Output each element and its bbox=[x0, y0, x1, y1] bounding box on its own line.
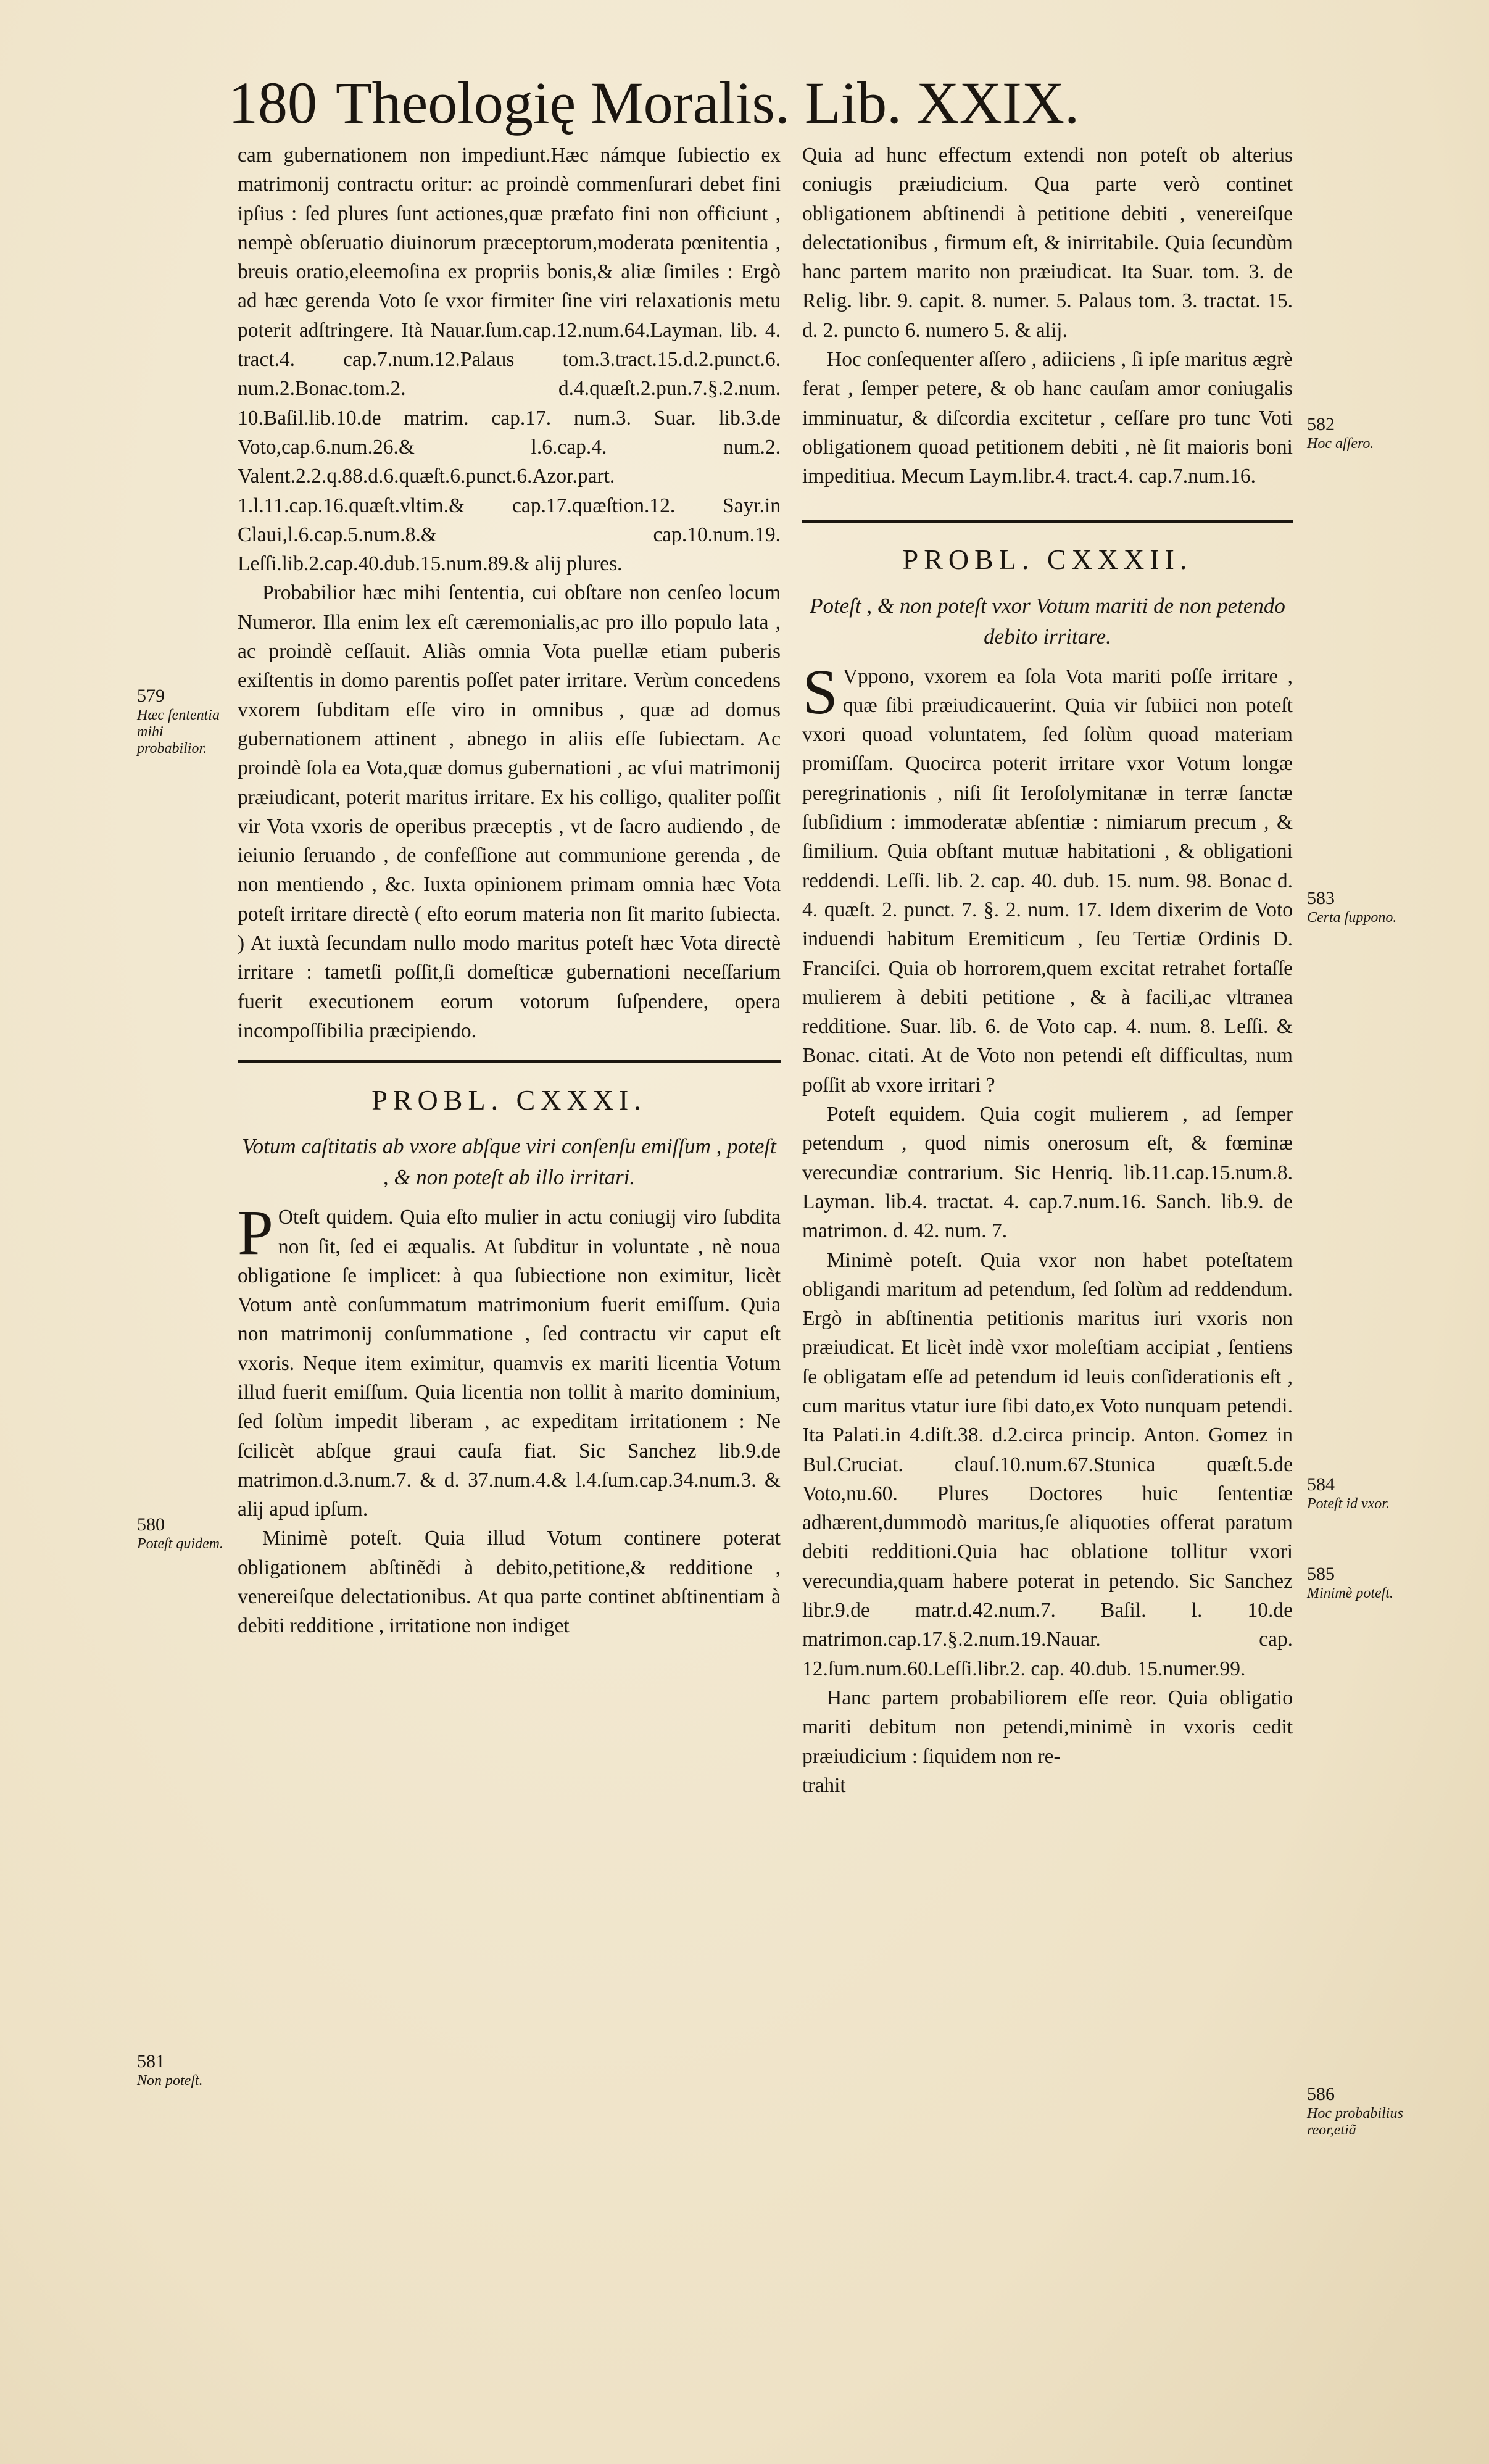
problem-heading: PROBL. CXXXI. bbox=[371, 1084, 647, 1116]
paragraph bbox=[238, 1197, 781, 1524]
paragraph-text: Vppono, vxorem ea ſola Vota mariti poſſe irritare , quæ ſibi præiudicauerint. Quia vir ſubiici non poteſt vxori quoad voluntatem, ſed ſolùm quoad materiam promiſſam. Quocirca poterit irritare vxor Votum longæ peregrinationis , niſi ſit Ieroſolymitanæ in terræ ſanctæ ſubſidium : immoderatæ abſentiæ : nimiarum precum , & ſimilium. Quia obſtant mutuæ habitationi , & obligationi reddendi. Leſſi. lib. 2. cap. 40. dub. 15. num. 98. Bonac d. 4. quæſt. 2. punct. 7. §. 2. num. 17. Idem dixerim de Voto induendi habitum Eremiticum , ſeu Tertiæ Ordinis D. Franciſci. Quia ob horrorem,quem excitat retrahet fortaſſe mulierem à debiti petitione , & à facili,ac vltranea redditione. Suar. lib. 6. de Voto cap. 4. num. 8. Leſſi. & Bonac. citati. At de Voto non petendi eſt difficultas, num poſſit ab vxore irritari ? bbox=[802, 665, 1293, 1097]
drop-cap: S bbox=[802, 656, 838, 728]
margin-note-number: 585 bbox=[1307, 1564, 1335, 1584]
paragraph: cam gubernationem non impediunt.Hæc námque ſubiectio ex matrimonij contractu oritur: ac proindè commenſurari debet fini ipſius : ſed plures ſunt actiones,quæ præfato fini non officiunt , nempè obſeruatio diuinorum præceptorum,moderata pœnitentia , breuis oratio,eleemoſina ex propriis bonis,& aliæ ſimiles : Ergò ad hæc gerenda Voto ſe vxor firmiter ſine viri relaxationis metu poterit adſtringere. Ità Nauar.ſum.cap.12.num.64.Layman. lib. 4. tract.4. cap.7.num.12.Palaus tom.3.tract.15.d.2.punct.6. num.2.Bonac.tom.2. d.4.quæſt.2.pun.7.§.2.num. 10.Baſil.lib.10.de matrim. cap.17. num.3. Suar. lib.3.de Voto,cap.6.num.26.& l.6.cap.4. num.2. Valent.2.2.q.88.d.6.quæſt.6.punct.6.Azor.part. 1.l.11.cap.16.quæſt.vltim.& cap.17.quæſtion.12. Sayr.in Claui,l.6.cap.5.num.8.& cap.10.num.19. Leſſi.lib.2.cap.40.dub.15.num.89.& alij plures. bbox=[238, 144, 781, 576]
problem-title: Poteſt , & non poteſt vxor Votum mariti de non petendo debito irritare. bbox=[810, 593, 1285, 649]
paragraph: Hanc partem probabiliorem eſſe reor. Quia obligatio mariti debitum non petendi,minimè in vxoris cedit præiudicium : ſiquidem non re- bbox=[802, 1686, 1293, 1768]
margin-note bbox=[137, 2052, 230, 2089]
margin-note bbox=[1307, 415, 1406, 452]
margin-note-text: Non poteſt. bbox=[137, 2073, 203, 2089]
paragraph: Minimè poteſt. Quia vxor non habet poteſtatem obligandi maritum ad petendum, ſed ſolùm ad reddendum. Ergò in abſtinentia petitionis maritus iuri vxoris non præiudicat. Et licèt indè vxor moleſtiam accipiat , ſentiens ſe obligatam eſſe ad petendum id leuis conſiderationis eſt , cum maritus vtatur iure ſibi dato,ex Voto nunquam petendi. Ita Palati.in 4.diſt.38. d.2.circa princip. Anton. Gomez in Bul.Cruciat. clauſ.10.num.67.Stunica quæſt.5.de Voto,nu.60. Plures Doctores huic ſententiæ adhærent,dummodò maritus,ſe aliquoties offerat paratum debiti redditioni.Quia hac oblatione tollitur vxori verecundia,quam habere poterat in petendo. Sic Sanchez libr.9.de matr.d.42.num.7. Baſil. l. 10.de matrimon.cap.17.§.2.num.19.Nauar. cap. 12.ſum.num.60.Leſſi.libr.2. cap. 40.dub. 15.numer.99. bbox=[802, 1248, 1293, 1680]
margin-note-text: Poteſt quidem. bbox=[137, 1536, 223, 1552]
catchword: trahit bbox=[802, 1773, 846, 1797]
problem-title: Votum caſtitatis ab vxore abſque viri conſenſu emiſſum , poteſt , & non poteſt ab illo irritari. bbox=[242, 1134, 776, 1190]
left-column bbox=[238, 141, 781, 1641]
margin-note-text: Hoc probabilius reor,etiã bbox=[1307, 2105, 1403, 2138]
paragraph-text: Oteſt quidem. Quia eſto mulier in actu coniugij viro ſubdita non ſit, ſed ei æqualis. At ſubditur in voluntate , nè noua obligatione ſe implicet: à qua ſubiectione non eximitur, licèt Votum antè conſummatum matrimonium fuerit emiſſum. Quia non matrimonij conſummatione , ſed contractu vir caput eſt vxoris. Neque item eximitur, quamvis ex mariti licentia Votum illud fuerit emiſſum. Quia licentia non tollit à marito dominium, ſed ſolùm impedit liberam , ac expeditam irritationem : Ne ſcilicèt abſque graui cauſa fiat. Sic Sanchez lib.9.de matrimon.d.3.num.7. & d. 37.num.4.& l.4.ſum.cap.34.num.3. & alij apud ipſum. bbox=[238, 1206, 781, 1521]
margin-note bbox=[1307, 889, 1406, 926]
margin-note-text: Hoc aſſero. bbox=[1307, 436, 1374, 452]
paragraph: Minimè poteſt. Quia illud Votum continere poterat obligationem abſtinẽdi à debito,petitione,& redditione , venereiſque delectationibus. At qua parte continet abſtinentiam à debiti redditione , irritatione non indiget bbox=[238, 1527, 781, 1638]
margin-note-text: Hæc ſententia mihi probabilior. bbox=[137, 707, 220, 757]
margin-note bbox=[1307, 1564, 1406, 1602]
margin-note-text: Poteſt id vxor. bbox=[1307, 1496, 1390, 1512]
section-rule bbox=[238, 1060, 781, 1063]
paragraph: Probabilior hæc mihi ſententia, cui obſtare non cenſeo locum Numeror. Illa enim lex eſt cæremonialis,ac pro illo populo lata , ac proindè ceſſauit. Aliàs omnia Vota puellæ etiam puberis exiſtentis in domo parentis poſſet pater irritare. Verùm concedens vxorem ſubditam eſſe viro in omnibus , quæ ad domus gubernationem attinent , abnego in aliis eſſe ſubiectam. Ac proindè ſola ea Vota,quæ domus gubernationi , ac vſui matrimonij præiudicant, poterit maritus irritare. Ex his colligo, qualiter poſſit vir Vota vxoris de operibus præceptis , vt de ſacro audiendo , de ieiunio ſeruando , de confeſſione aut communione gerenda , de non mentiendo , &c. Iuxta opinionem primam omnia hæc Vota poteſt irritare directè ( eſto eorum materia non ſit marito ſubiecta. ) At iuxtà ſecundam nullo modo maritus poteſt hæc Vota directè irritare : tametſi poſſit,ſi domeſticæ gubernationi neceſſarium fuerit executionem eorum votorum ſuſpendere, opera incompoſſibilia præcipiendo. bbox=[238, 581, 781, 1042]
margin-note-number: 586 bbox=[1307, 2084, 1335, 2104]
margin-note-number: 579 bbox=[137, 686, 165, 706]
margin-note bbox=[137, 1515, 230, 1553]
section-rule bbox=[802, 520, 1293, 523]
paragraph: Poteſt equidem. Quia cogit mulierem , ad ſemper petendum , quod nimis onerosum eſt, & fœminæ verecundiæ contrarium. Sic Henriq. lib.11.cap.15.num.8. Layman. lib.4. tractat. 4. cap.7.num.16. Sanch. lib.9. de matrimon. d. 42. num. 7. bbox=[802, 1103, 1293, 1243]
margin-note-number: 580 bbox=[137, 1514, 165, 1535]
margin-note-number: 582 bbox=[1307, 414, 1335, 434]
drop-cap: P bbox=[238, 1197, 273, 1269]
margin-note-number: 584 bbox=[1307, 1474, 1335, 1495]
margin-note-number: 583 bbox=[1307, 888, 1335, 908]
paragraph: Hoc conſequenter aſſero , adiiciens , ſi ipſe maritus ægrè ferat , ſemper petere, & ob hanc cauſam amor coniugalis imminuatur, & diſcordia excitetur , ceſſare pro tunc Voti obligationem quoad petitionem debiti , nè ſit maioris boni impeditiua. Mecum Laym.libr.4. tract.4. cap.7.num.16. bbox=[802, 348, 1293, 488]
right-column bbox=[802, 141, 1293, 1800]
margin-note bbox=[1307, 1475, 1406, 1512]
margin-note bbox=[1307, 2084, 1412, 2139]
paragraph: Quia ad hunc effectum extendi non poteſt ob alterius coniugis præiudicium. Qua parte verò continet obligationem abſtinendi à petitione debiti , venereiſque delectationibus , firmum eſt, & inirritabile. Quia ſecundùm hanc partem marito non præiudicat. Ita Suar. tom. 3. de Relig. libr. 9. capit. 8. numer. 5. Palaus tom. 3. tractat. 15. d. 2. puncto 6. numero 5. & alij. bbox=[802, 144, 1293, 342]
page-number: 180 bbox=[228, 70, 317, 136]
margin-note-text: Minimè poteſt. bbox=[1307, 1585, 1393, 1601]
paragraph bbox=[802, 656, 1293, 1100]
margin-note bbox=[137, 686, 230, 757]
running-title: Theologię Moralis. Lib. XXIX. bbox=[336, 70, 1080, 136]
margin-note-text: Certa ſuppono. bbox=[1307, 910, 1397, 926]
margin-note-number: 581 bbox=[137, 2051, 165, 2072]
problem-heading: PROBL. CXXXII. bbox=[902, 543, 1193, 575]
running-header bbox=[228, 69, 1277, 137]
